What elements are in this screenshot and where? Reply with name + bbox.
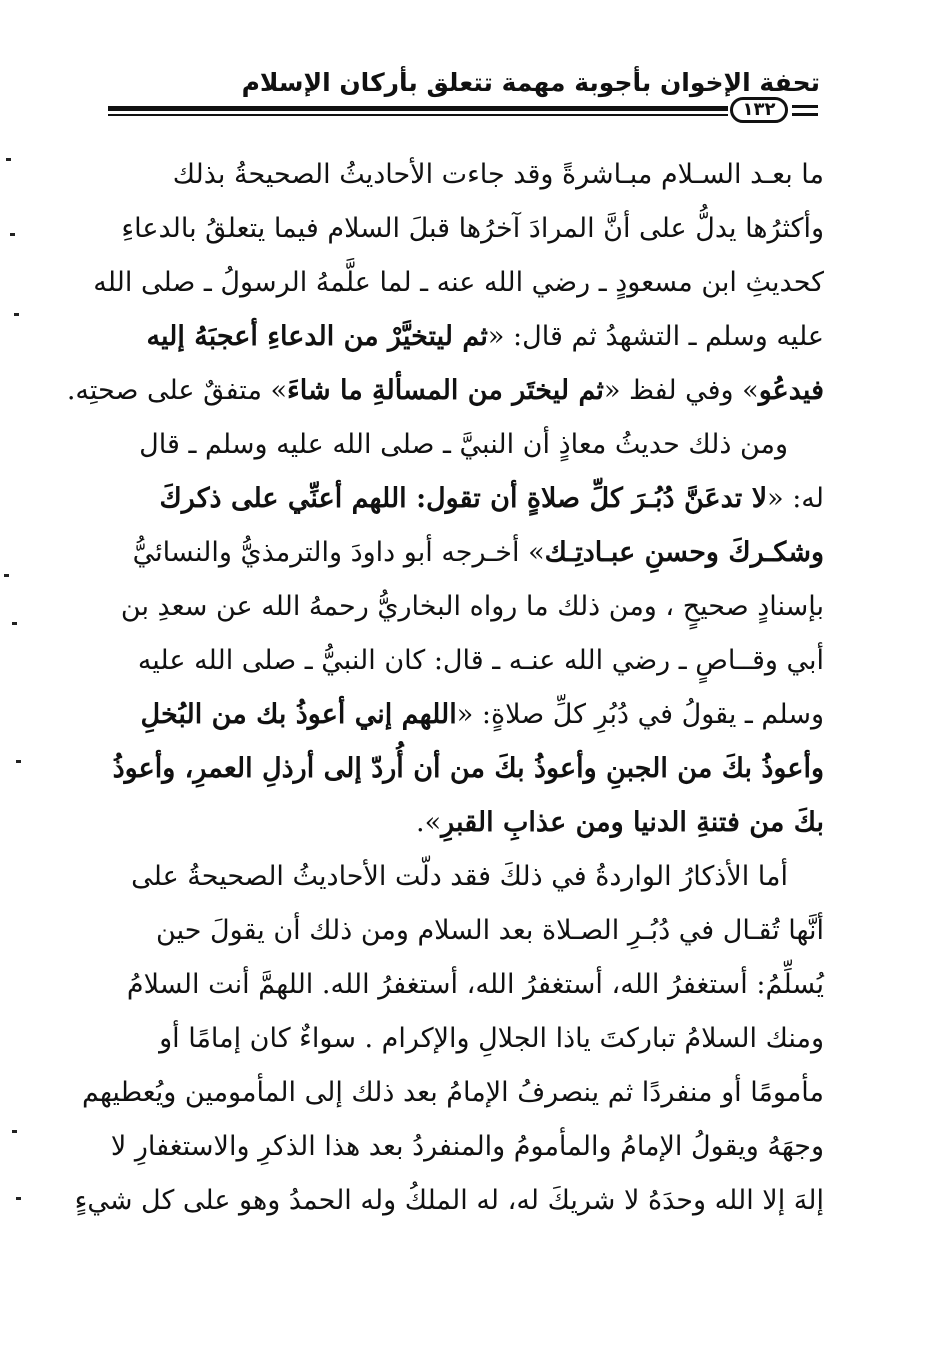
header-rule-thick bbox=[108, 106, 728, 111]
header-rule-thin bbox=[108, 114, 728, 116]
text-line bbox=[110, 742, 824, 796]
hadith-quote: بكَ من فتنةِ الدنيا ومن عذابِ القبرِ bbox=[441, 807, 824, 838]
text-run: مأمومًا أو منفردًا ثم ينصرفُ الإمامُ بعد ذلك إلى المأمومين ويُعطيهم bbox=[82, 1077, 824, 1108]
book-title: تحفة الإخوان بأجوبة مهمة تتعلق بأركان الإسلام bbox=[241, 68, 820, 97]
scan-mark bbox=[10, 233, 15, 236]
text-line bbox=[110, 580, 824, 634]
scan-mark bbox=[4, 574, 9, 577]
text-run: ». bbox=[416, 807, 442, 838]
text-line bbox=[110, 688, 824, 742]
hadith-quote: اللهم إني أعوذُ بك من البُخلِ bbox=[140, 699, 457, 730]
text-run: وجهَهُ ويقولُ الإمامُ والمأمومُ والمنفردُ بعد هذا الذكرِ والاستغفارِ لا bbox=[110, 1131, 824, 1162]
scan-mark bbox=[16, 760, 21, 763]
text-line bbox=[110, 796, 824, 850]
page-header bbox=[108, 64, 824, 128]
text-line bbox=[110, 850, 824, 904]
scan-mark bbox=[12, 622, 17, 625]
ornament-dash bbox=[792, 105, 818, 108]
scan-mark bbox=[12, 1130, 17, 1133]
text-run: يُسلِّمُ: أستغفرُ الله، أستغفرُ الله، أستغفرُ الله. اللهمَّ أنت السلامُ bbox=[126, 969, 824, 1000]
body-text bbox=[66, 148, 824, 1228]
text-run: » وفي لفظ « bbox=[603, 375, 759, 406]
text-run: عليه وسلم ـ التشهدُ ثم قال: « bbox=[487, 321, 824, 352]
page-number-ornament bbox=[726, 97, 818, 125]
text-line bbox=[110, 526, 824, 580]
text-line bbox=[110, 1012, 824, 1066]
text-run: أبي وقــاصٍ ـ رضي الله عنـه ـ قال: كان النبيُّ ـ صلى الله عليه bbox=[137, 645, 824, 676]
text-line bbox=[110, 1120, 824, 1174]
hadith-quote: ثم ليتخيَّرْ من الدعاءِ أعجبَهُ إليه bbox=[146, 321, 488, 352]
text-run: ومنك السلامُ تباركتَ ياذا الجلالِ والإكرام . سواءٌ كان إمامًا أو bbox=[159, 1023, 824, 1054]
text-run: له: « bbox=[767, 483, 824, 514]
text-line bbox=[110, 148, 824, 202]
text-line bbox=[110, 634, 824, 688]
text-run: » أخـرجه أبو داودَ والترمذيُّ والنسائيُّ bbox=[132, 537, 545, 568]
text-run: أما الأذكارُ الواردةُ في ذلكَ فقد دلّت الأحاديثُ الصحيحةُ على bbox=[131, 861, 788, 892]
text-line bbox=[93, 256, 824, 310]
text-line bbox=[110, 310, 824, 364]
scan-mark bbox=[14, 313, 19, 316]
text-line bbox=[66, 364, 824, 418]
text-line bbox=[110, 904, 824, 958]
page-number: ١٣٢ bbox=[730, 97, 788, 123]
text-line bbox=[110, 202, 824, 256]
text-line bbox=[110, 958, 824, 1012]
hadith-quote: ثم ليختَر من المسألةِ ما شاءَ bbox=[287, 375, 604, 406]
text-run: كحديثِ ابن مسعودٍ ـ رضي الله عنه ـ لما علَّمهُ الرسولُ ـ صلى الله bbox=[93, 267, 824, 298]
text-run: وسلم ـ يقولُ في دُبُرِ كلِّ صلاةٍ: « bbox=[456, 699, 824, 730]
text-line bbox=[110, 472, 824, 526]
text-run: ما بعـد السـلام مبـاشرةً وقد جاءت الأحاديثُ الصحيحةُ بذلك bbox=[172, 159, 824, 190]
text-run: » متفقٌ على صحتِه. bbox=[66, 375, 288, 406]
text-line bbox=[74, 1174, 824, 1228]
ornament-dash bbox=[792, 113, 818, 116]
hadith-quote: لا تدعَنَّ دُبُـرَ كلِّ صلاةٍ أن تقول: اللهم أعنِّي على ذكركَ bbox=[159, 483, 768, 514]
text-run: إلهَ إلا الله وحدَهُ لا شريكَ له، له الملكُ وله الحمدُ وهو على كل شيءٍ bbox=[74, 1185, 824, 1216]
hadith-quote: وأعوذُ بكَ من الجبنِ وأعوذُ بكَ من أن أُردّ إلى أرذلِ العمرِ، وأعوذُ bbox=[112, 753, 824, 784]
text-run: بإسنادٍ صحيحٍ ، ومن ذلك ما رواه البخاريُّ رحمهُ الله عن سعدِ بن bbox=[120, 591, 824, 622]
text-line bbox=[82, 1066, 824, 1120]
hadith-quote: فيدعُو bbox=[758, 375, 824, 406]
text-line bbox=[110, 418, 824, 472]
text-run: وأكثرُها يدلُّ على أنَّ المرادَ آخرُها قبلَ السلام فيما يتعلقُ بالدعاءِ bbox=[121, 213, 824, 244]
hadith-quote: وشكـركَ وحسنِ عبـادتِـك bbox=[544, 537, 824, 568]
text-run: أنَّها تُقـال في دُبُـرِ الصـلاة بعد السلام ومن ذلك أن يقولَ حين bbox=[156, 915, 824, 946]
text-run: ومن ذلك حديثُ معاذٍ أن النبيَّ ـ صلى الله عليه وسلم ـ قال bbox=[139, 429, 788, 460]
scan-mark bbox=[16, 1197, 21, 1200]
scan-mark bbox=[6, 158, 11, 161]
